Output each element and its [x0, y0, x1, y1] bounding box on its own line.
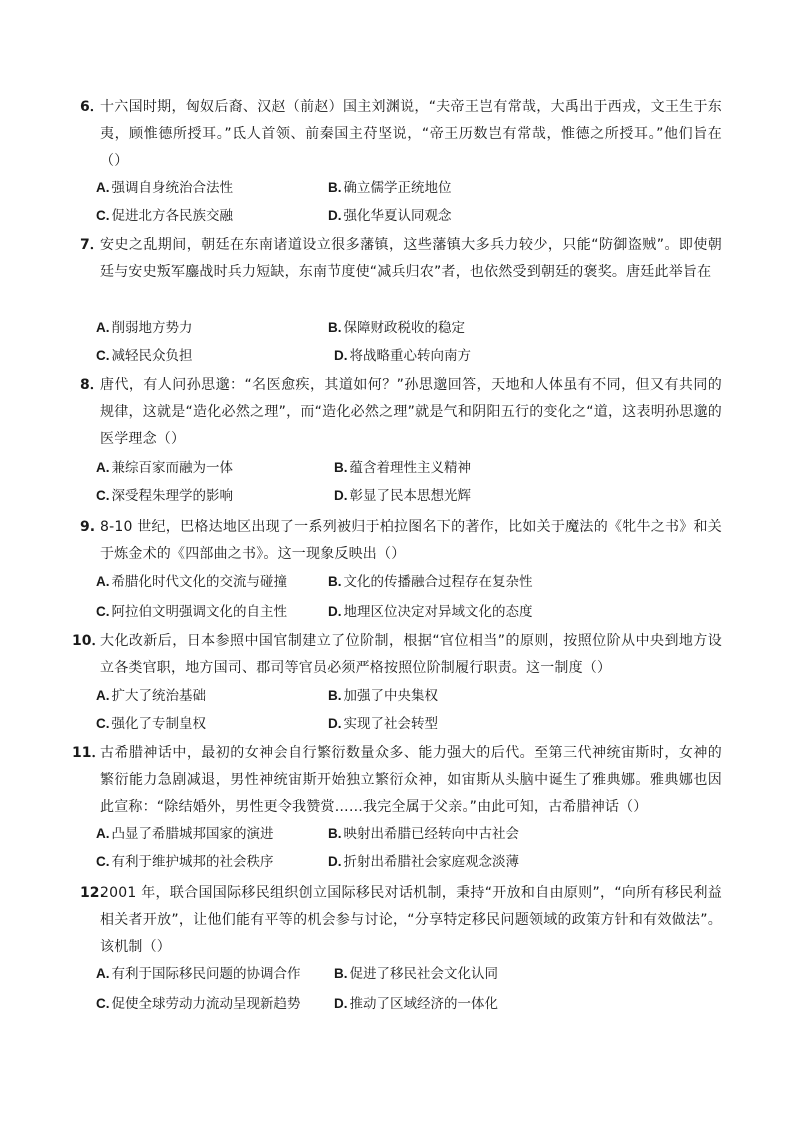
option-b: B. 促进了移民社会文化认同: [334, 966, 498, 982]
option-a: A. 有利于国际移民问题的协调合作: [96, 966, 301, 982]
question-number: 8．: [80, 377, 104, 393]
question-number: 12.: [80, 885, 105, 901]
option-b: B. 加强了中央集权: [328, 688, 438, 704]
option-b: B. 保障财政税收的稳定: [328, 320, 465, 336]
option-d: D. 实现了社会转型: [328, 716, 438, 732]
option-d: D. 将战略重心转向南方: [334, 348, 471, 364]
option-a: A. 凸显了希腊城邦国家的演进: [96, 826, 274, 842]
question-number: 7．: [80, 237, 104, 253]
option-b: B. 映射出希腊已经转向中古社会: [328, 826, 519, 842]
question-number: 10．: [72, 633, 106, 649]
question-stem: 2001 年，联合国国际移民组织创立国际移民对话机制，秉持“开放和自由原则”，“向所有移民利益相关者开放”，让他们能有平等的机会参与讨论，“分享特定移民问题领域的政策方针和有效做法”。该机制（）: [100, 885, 722, 955]
question-stem: 唐代，有人问孙思邈：“名医愈疾，其道如何？”孙思邈回答，天地和人体虽有不同，但又有共同的规律，这就是“造化必然之理”，而“造化必然之理”就是气和阴阳五行的变化之“道，这表明孙思邈的医学理念（）: [100, 377, 722, 447]
option-d: D. 彰显了民本思想光辉: [334, 488, 471, 504]
question-number: 9.: [80, 519, 96, 535]
question-stem: 大化改新后，日本参照中国官制建立了位阶制，根据“官位相当”的原则，按照位阶从中央到地方设立各类官职，地方国司、郡司等官员必须严格按照位阶制履行职责。这一制度（）: [100, 633, 722, 676]
option-d: D. 强化华夏认同观念: [328, 208, 452, 224]
option-a: A. 扩大了统治基础: [96, 688, 206, 704]
option-c: C. 促使全球劳动力流动呈现新趋势: [96, 996, 301, 1012]
option-c: C. 有利于维护城邦的社会秩序: [96, 854, 274, 870]
option-c: C. 减轻民众负担: [96, 348, 193, 364]
question-stem: 十六国时期，匈奴后裔、汉赵（前赵）国主刘渊说，“夫帝王岂有常哉，大禹出于西戎，文王生于东夷，顾惟德所授耳。”氐人首领、前秦国主苻坚说，“帝王历数岂有常哉，惟德之所授耳。”他们旨在（）: [100, 99, 722, 169]
option-c: C. 深受程朱理学的影响: [96, 488, 233, 504]
option-d: D. 推动了区域经济的一体化: [334, 996, 498, 1012]
question-number: 11．: [72, 745, 106, 761]
option-a: A. 兼综百家而融为一体: [96, 460, 233, 476]
option-c: C. 阿拉伯文明强调文化的自主性: [96, 604, 287, 620]
option-c: C. 强化了专制皇权: [96, 716, 206, 732]
option-d: D. 地理区位决定对异域文化的态度: [328, 604, 533, 620]
option-a: A. 希腊化时代文化的交流与碰撞: [96, 574, 287, 590]
option-b: B. 蕴含着理性主义精神: [334, 460, 471, 476]
question-stem: 古希腊神话中，最初的女神会自行繁衍数量众多、能力强大的后代。至第三代神统宙斯时，女神的繁衍能力急剧减退，男性神统宙斯开始独立繁衍众神，如宙斯从头脑中诞生了雅典娜。雅典娜也因此宣称：“除结婚外，男性更令我赞赏……我完全属于父亲。”由此可知，古希腊神话（）: [100, 745, 722, 815]
option-b: B. 确立儒学正统地位: [328, 180, 452, 196]
option-d: D. 折射出希腊社会家庭观念淡薄: [328, 854, 519, 870]
option-c: C. 促进北方各民族交融: [96, 208, 233, 224]
question-stem: 8-10 世纪，巴格达地区出现了一系列被归于柏拉图名下的著作，比如关于魔法的《牝牛之书》和关于炼金术的《四部曲之书》。这一现象反映出（）: [100, 519, 722, 562]
option-b: B. 文化的传播融合过程存在复杂性: [328, 574, 533, 590]
option-a: A. 强调自身统治合法性: [96, 180, 233, 196]
option-a: A. 削弱地方势力: [96, 320, 193, 336]
question-number: 6．: [80, 99, 104, 115]
question-stem: 安史之乱期间，朝廷在东南诸道设立很多藩镇，这些藩镇大多兵力较少，只能“防御盗贼”。即使朝廷与安史叛军鏖战时兵力短缺，东南节度使“减兵归农”者，也依然受到朝廷的褒奖。唐廷此举旨在: [100, 237, 722, 280]
